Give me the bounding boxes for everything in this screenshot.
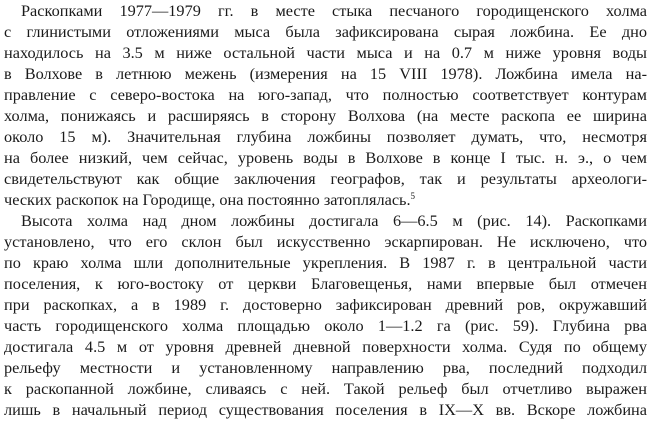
paragraph-1-line-6: холма, понижаясь и расширяясь в сторону Волхова (на месте раскопа ее ширина: [4, 106, 647, 125]
paragraph-1-last-text: ческих раскопок на Городище, она постоянно затоплялась.: [4, 190, 411, 209]
paragraph-1-line-3: находилось на 3.5 м ниже остальной части мыса и на 0.7 м ниже уровня воды: [4, 43, 647, 62]
paragraph-2-line-2: установлено, что его склон был искусственно эскарпирован. Не исключено, что: [4, 232, 647, 251]
paragraph-1-line-7: около 15 м). Значительная глубина ложбины позволяет думать, что, несмотря: [4, 127, 647, 146]
paragraph-1-line-9: свидетельствуют как общие заключения географов, так и результаты археологи-: [4, 169, 647, 188]
paragraph-2-line-4: поселения, к юго-востоку от церкви Благовещенья, нами впервые был отмечен: [4, 274, 647, 293]
paragraph-1-line-2: с глинистыми отложениями мыса была зафиксирована сырая ложбина. Ее дно: [4, 22, 647, 41]
paragraph-1-line-4: в Волхове в летнюю межень (измерения на 15 VIII 1978). Ложбина имела на-: [4, 64, 647, 83]
paragraph-2-line-3: по краю холма шли дополнительные укрепления. В 1987 г. в центральной части: [4, 253, 647, 272]
paragraph-2-line-5: при раскопках, а в 1989 г. достоверно зафиксирован древний ров, окружавший: [4, 295, 647, 314]
paragraph-1-line-10: [4, 189, 647, 210]
paragraph-1-line-1: Раскопками 1977—1979 гг. в месте стыка песчаного городищенского холма: [21, 1, 647, 20]
paragraph-1-line-8: на более низкий, чем сейчас, уровень воды в Волхове в конце I тыс. н. э., о чем: [4, 148, 647, 167]
paragraph-2-line-1: Высота холма над дном ложбины достигала 6—6.5 м (рис. 14). Раскопками: [21, 211, 647, 230]
paragraph-1-line-5: правление с северо-востока на юго-запад, что полностью соответствует контурам: [4, 85, 647, 104]
paragraph-2-line-10: лишь в начальный период существования поселения в IX—X вв. Вскоре ложбина: [4, 400, 647, 419]
paragraph-2-line-9: к раскопанной ложбине, сливаясь с ней. Такой рельеф был отчетливо выражен: [4, 379, 647, 398]
footnote-marker[interactable]: 5: [410, 191, 416, 201]
paragraph-2-line-6: часть городищенского холма площадью около 1—1.2 га (рис. 59). Глубина рва: [4, 316, 647, 335]
paragraph-2-line-8: рельефу местности и установленному направлению рва, последний подходил: [4, 358, 647, 377]
paragraph-2-line-7: достигала 4.5 м от уровня древней дневной поверхности холма. Судя по общему: [4, 337, 647, 356]
